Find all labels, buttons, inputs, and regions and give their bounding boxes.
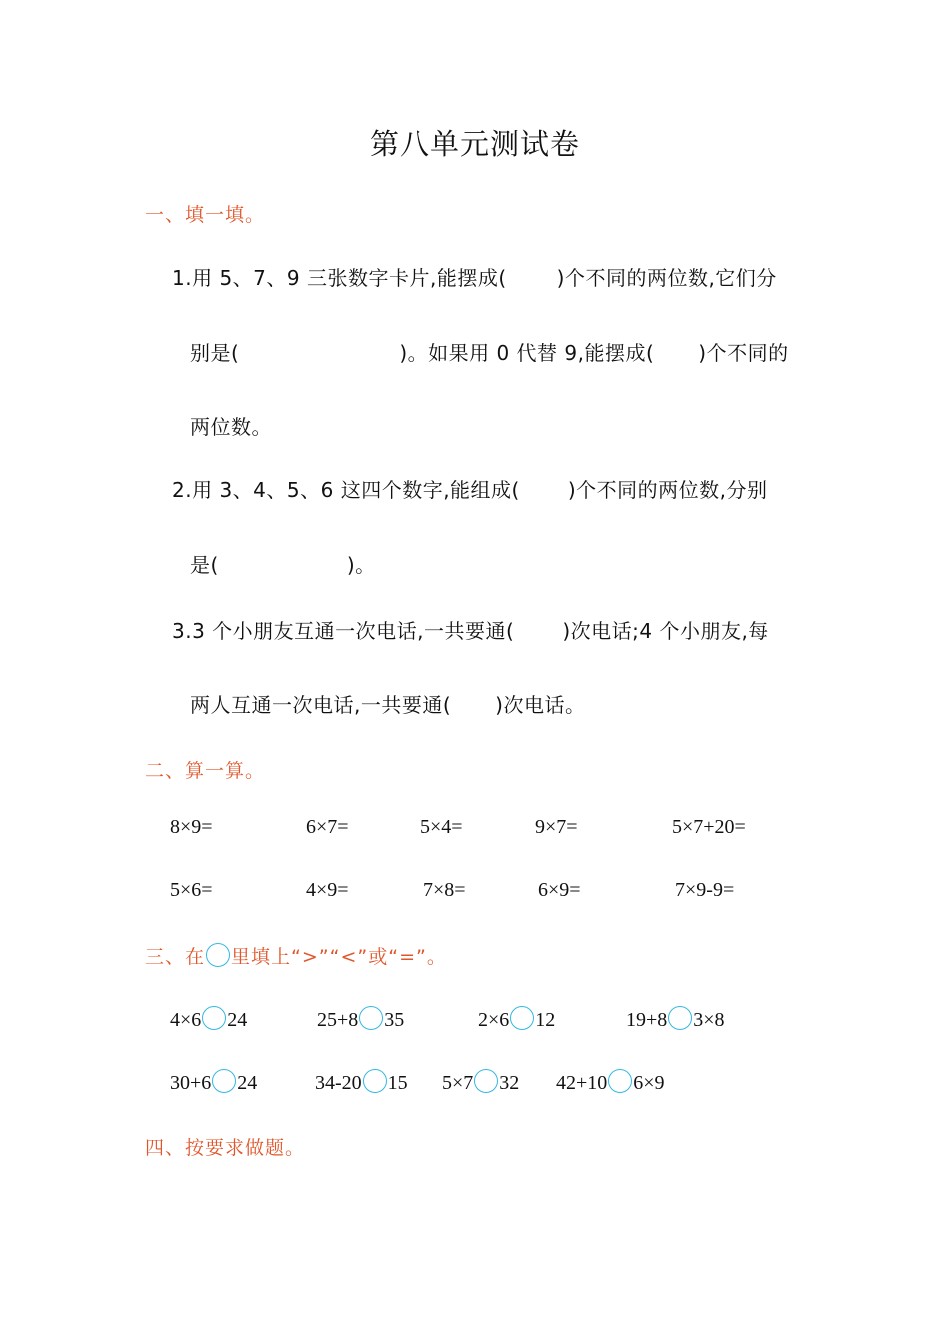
compare-circle[interactable] bbox=[359, 1006, 383, 1030]
compare-circle[interactable] bbox=[474, 1069, 498, 1093]
calc-item: 7×8= bbox=[423, 879, 466, 901]
compare-right: 3×8 bbox=[693, 1009, 725, 1031]
compare-left: 34-20 bbox=[315, 1072, 362, 1094]
compare-circle[interactable] bbox=[202, 1006, 226, 1030]
compare-item bbox=[170, 1069, 257, 1095]
page-title: 第八单元测试卷 bbox=[369, 127, 580, 161]
question-1-line-2 bbox=[190, 337, 789, 366]
compare-right: 24 bbox=[227, 1009, 248, 1031]
compare-heading-prefix: 三、在 bbox=[145, 946, 206, 968]
section-heading-calc: 二、算一算。 bbox=[145, 760, 266, 782]
compare-item bbox=[442, 1069, 519, 1095]
calc-item: 4×9= bbox=[306, 879, 349, 901]
q3-text-a: 3.3 个小朋友互通一次电话,一共要通( bbox=[172, 619, 515, 643]
compare-item bbox=[556, 1069, 665, 1095]
q1-text-a: 1.用 5、7、9 三张数字卡片,能摆成( bbox=[172, 266, 507, 290]
compare-circle[interactable] bbox=[510, 1006, 534, 1030]
question-2-line-2 bbox=[190, 549, 376, 578]
compare-left: 19+8 bbox=[626, 1009, 668, 1031]
compare-item bbox=[317, 1006, 404, 1032]
compare-right: 6×9 bbox=[633, 1072, 665, 1094]
compare-left: 5×7 bbox=[442, 1072, 474, 1094]
section-heading-tasks: 四、按要求做题。 bbox=[145, 1137, 306, 1159]
compare-right: 15 bbox=[387, 1072, 408, 1094]
calc-item: 6×7= bbox=[306, 816, 349, 838]
section-heading-fill: 一、填一填。 bbox=[145, 204, 266, 226]
question-2-line-1 bbox=[172, 474, 768, 503]
compare-item bbox=[626, 1006, 725, 1032]
calc-item: 9×7= bbox=[535, 816, 578, 838]
compare-circle[interactable] bbox=[608, 1069, 632, 1093]
q3-text-c: 两人互通一次电话,一共要通( bbox=[190, 693, 452, 717]
compare-left: 42+10 bbox=[556, 1072, 608, 1094]
compare-right: 12 bbox=[535, 1009, 556, 1031]
compare-left: 25+8 bbox=[317, 1009, 359, 1031]
calc-item: 6×9= bbox=[538, 879, 581, 901]
compare-circle[interactable] bbox=[363, 1069, 387, 1093]
compare-item bbox=[170, 1006, 247, 1032]
calc-item: 8×9= bbox=[170, 816, 213, 838]
compare-right: 32 bbox=[499, 1072, 520, 1094]
q3-text-d: )次电话。 bbox=[495, 693, 586, 717]
compare-left: 2×6 bbox=[478, 1009, 510, 1031]
circle-icon bbox=[206, 943, 230, 967]
compare-left: 30+6 bbox=[170, 1072, 212, 1094]
section-heading-compare bbox=[145, 942, 447, 969]
q2-text-d: )。 bbox=[346, 553, 376, 577]
calc-item: 5×4= bbox=[420, 816, 463, 838]
compare-item bbox=[478, 1006, 555, 1032]
compare-left: 4×6 bbox=[170, 1009, 202, 1031]
question-1-line-1 bbox=[172, 262, 777, 291]
question-3-line-1 bbox=[172, 615, 769, 644]
q3-text-b: )次电话;4 个小朋友,每 bbox=[562, 619, 769, 643]
calc-item: 5×7+20= bbox=[672, 816, 746, 838]
calc-item: 7×9-9= bbox=[675, 879, 735, 901]
compare-circle[interactable] bbox=[212, 1069, 236, 1093]
q1-text-c: 别是( bbox=[190, 341, 240, 365]
q1-text-b: )个不同的两位数,它们分 bbox=[556, 266, 777, 290]
compare-circle[interactable] bbox=[668, 1006, 692, 1030]
q1-text-d: )。如果用 0 代替 9,能摆成( bbox=[399, 341, 655, 365]
q2-text-b: )个不同的两位数,分别 bbox=[567, 478, 768, 502]
compare-right: 35 bbox=[384, 1009, 405, 1031]
q2-text-c: 是( bbox=[190, 553, 219, 577]
q1-text-e: )个不同的 bbox=[698, 341, 789, 365]
calc-item: 5×6= bbox=[170, 879, 213, 901]
compare-item bbox=[315, 1069, 408, 1095]
compare-heading-suffix: 里填上“>”“<”或“=”。 bbox=[231, 946, 447, 968]
q2-text-a: 2.用 3、4、5、6 这四个数字,能组成( bbox=[172, 478, 520, 502]
compare-right: 24 bbox=[237, 1072, 258, 1094]
question-1-line-3: 两位数。 bbox=[190, 415, 272, 439]
question-3-line-2 bbox=[190, 689, 585, 718]
